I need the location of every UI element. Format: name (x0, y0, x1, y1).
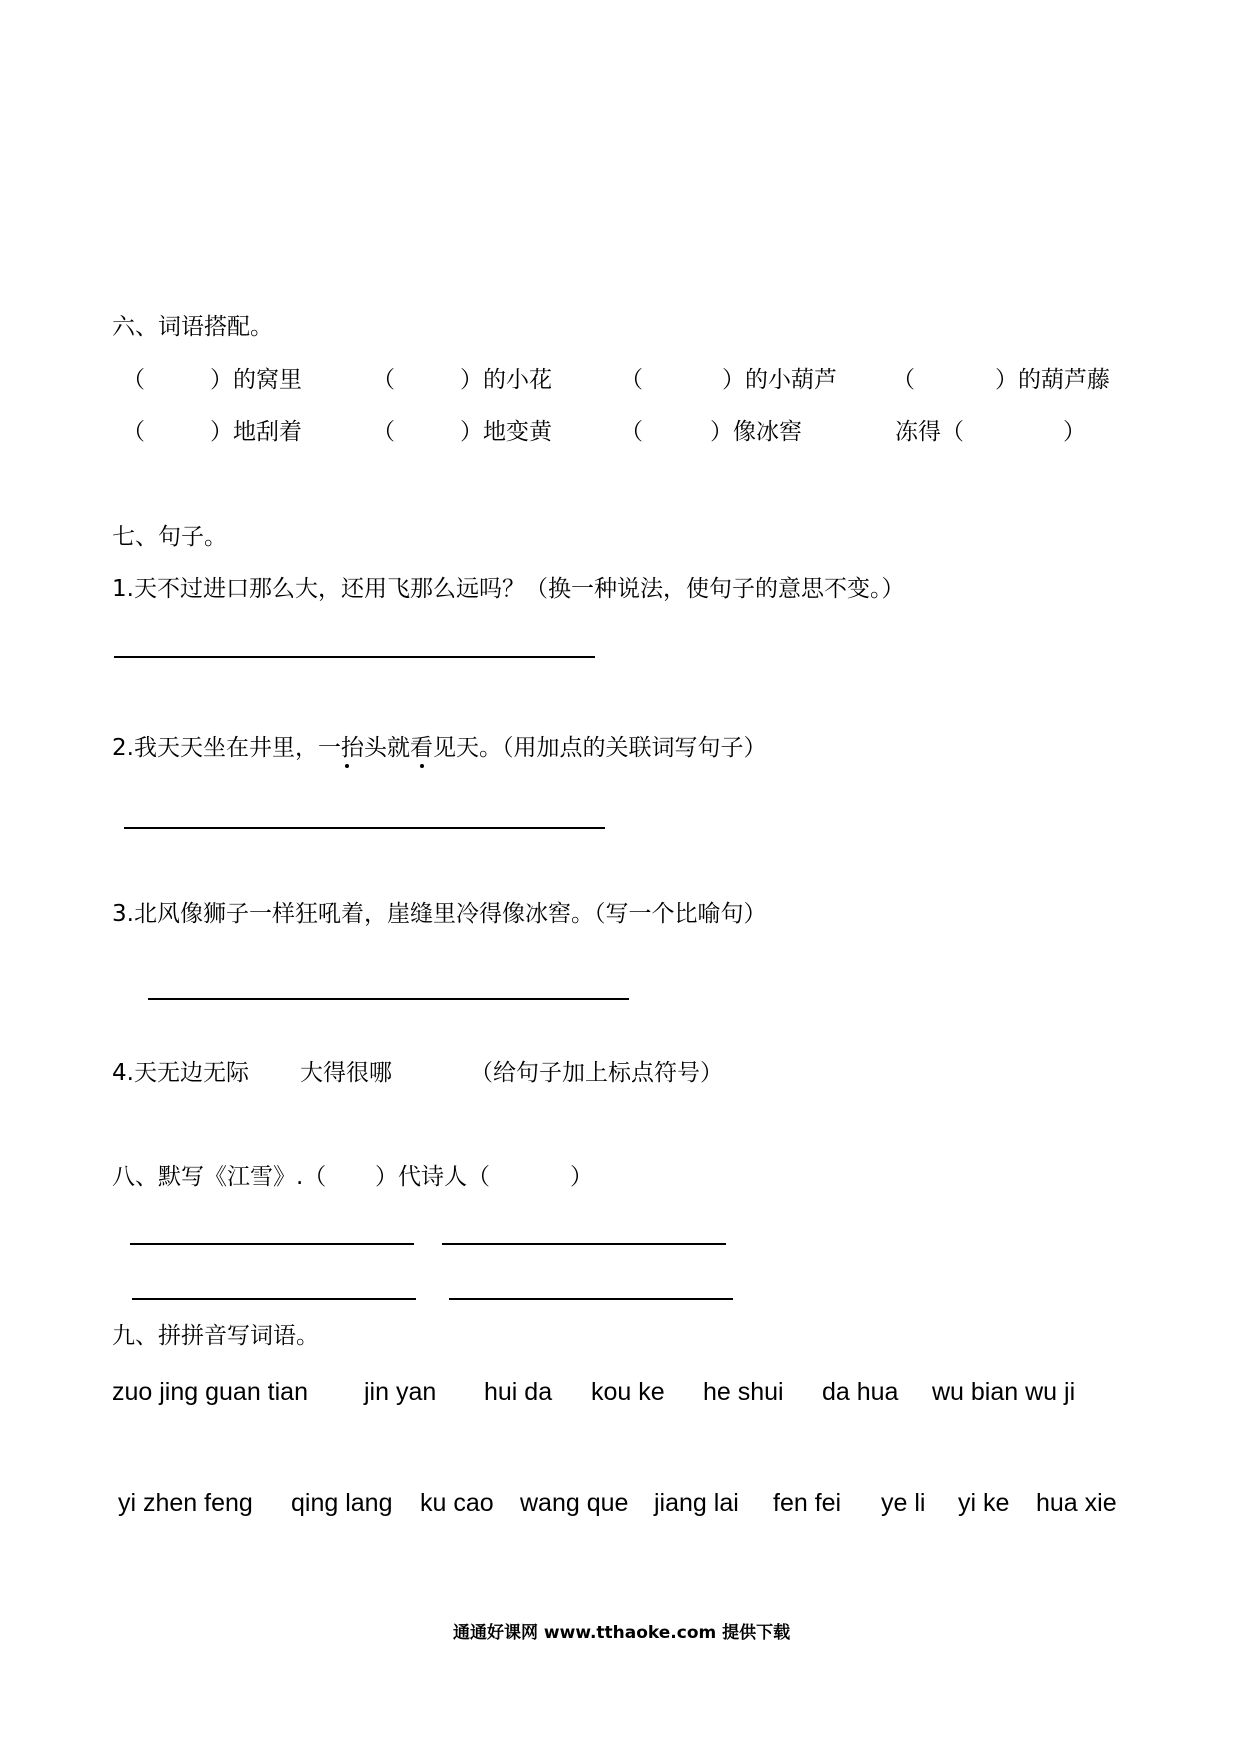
question-3: 3.北风像狮子一样狂吼着，崖缝里冷得像冰窖。（写一个比喻句） (112, 901, 767, 927)
pinyin-word: wang que (520, 1489, 629, 1517)
pinyin-word: fen fei (773, 1489, 842, 1517)
section7-heading: 七、句子。 (112, 524, 227, 550)
emphasis-dot (345, 764, 349, 768)
word-blank-label: ）的葫芦藤 (995, 367, 1110, 393)
footer-text: 通通好课网 www.tthaoke.com 提供下载 (453, 1623, 791, 1643)
paren-open: （ (620, 419, 643, 445)
paren-close: ） (570, 1164, 593, 1190)
pinyin-word: jin yan (364, 1378, 437, 1406)
section9-heading: 九、拼拼音写词语。 (112, 1323, 319, 1349)
pinyin-word: hua xie (1036, 1489, 1117, 1517)
question-4-instruction: （给句子加上标点符号） (470, 1060, 723, 1086)
pinyin-word: he shui (703, 1378, 784, 1406)
section6-heading: 六、词语搭配。 (112, 314, 273, 340)
pinyin-word: zuo jing guan tian (112, 1378, 308, 1406)
paren-open: （ (122, 367, 145, 393)
pinyin-word: ye li (881, 1489, 926, 1517)
question-2: 2.我天天坐在井里，一抬头就看见天。（用加点的关联词写句子） (112, 735, 767, 761)
pinyin-word: yi ke (958, 1489, 1010, 1517)
paren-open: （ (372, 367, 395, 393)
pinyin-word: ku cao (420, 1489, 494, 1517)
pinyin-word: da hua (822, 1378, 899, 1406)
pinyin-word: yi zhen feng (118, 1489, 253, 1517)
answer-line (114, 656, 595, 658)
question-4: 4.天无边无际 (112, 1060, 249, 1086)
word-blank-label: ）的小葫芦 (722, 367, 837, 393)
pinyin-word: qing lang (291, 1489, 393, 1517)
word-blank-label: ）地刮着 (210, 419, 302, 445)
pinyin-word: wu bian wu ji (932, 1378, 1076, 1406)
word-blank-label: 冻得（ (895, 419, 964, 445)
emphasis-dot (420, 764, 424, 768)
poem-line (442, 1243, 726, 1245)
paren-open: （ (372, 419, 395, 445)
pinyin-word: jiang lai (654, 1489, 739, 1517)
section8-poet-label: ）代诗人（ (375, 1164, 490, 1190)
poem-line (130, 1243, 414, 1245)
section8-heading: 八、默写《江雪》.（ (112, 1164, 327, 1190)
word-blank-label: ）的窝里 (210, 367, 302, 393)
poem-line (132, 1298, 416, 1300)
paren-open: （ (892, 367, 915, 393)
pinyin-word: hui da (484, 1378, 553, 1406)
question-1: 1.天不过进口那么大，还用飞那么远吗？（换一种说法，使句子的意思不变。） (112, 576, 905, 602)
word-blank-label: ）地变黄 (460, 419, 552, 445)
paren-open: （ (620, 367, 643, 393)
poem-line (449, 1298, 733, 1300)
pinyin-word: kou ke (591, 1378, 665, 1406)
question-4-part: 大得很哪 (300, 1060, 392, 1086)
paren-close: ） (1063, 419, 1086, 445)
answer-line (124, 827, 605, 829)
word-blank-label: ）像冰窖 (710, 419, 802, 445)
answer-line (148, 998, 629, 1000)
word-blank-label: ）的小花 (460, 367, 552, 393)
paren-open: （ (122, 419, 145, 445)
